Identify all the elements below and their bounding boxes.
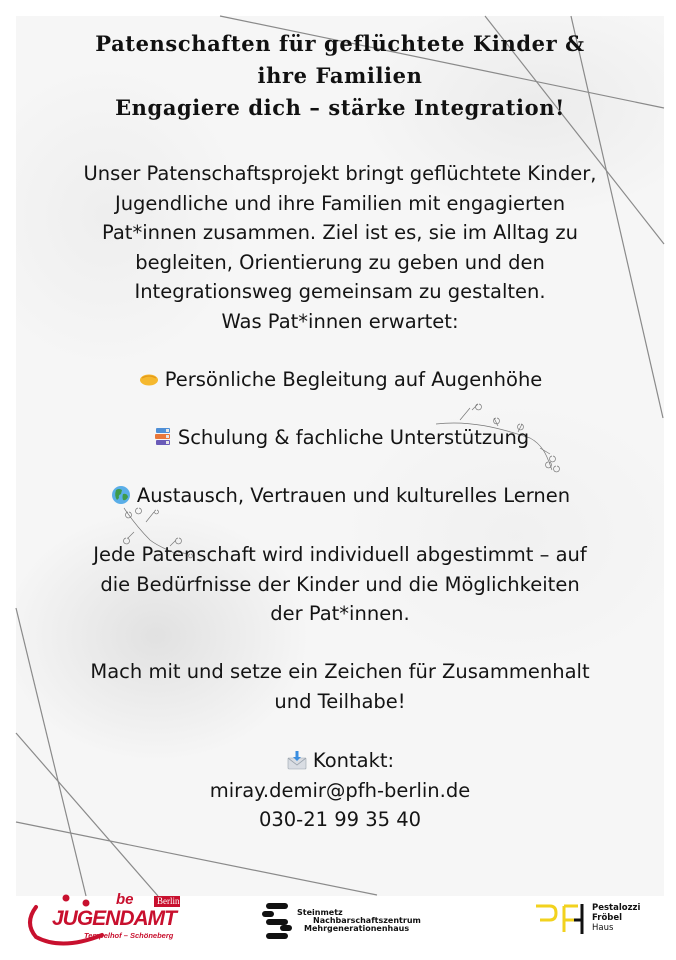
bullet-item <box>16 482 664 510</box>
title-line: Patenschaften für geflüchtete Kinder & <box>95 31 585 56</box>
intro-line: Unser Patenschaftsprojekt bringt geflüchtete Kinder, <box>83 162 597 185</box>
pfh-line3: Haus <box>592 923 614 933</box>
books-icon <box>151 427 173 447</box>
intro-line: Pat*innen zusammen. Ziel ist es, sie im Alltag zu <box>101 221 579 244</box>
contact-block <box>16 746 664 835</box>
jugendamt-name: JUGENDAMT <box>52 907 177 930</box>
envelope-download-icon <box>286 750 308 770</box>
intro-line: begleiten, Orientierung zu geben und den <box>135 250 545 274</box>
cta-line: Mach mit und setze ein Zeichen für Zusammenhalt <box>90 660 590 683</box>
steinmetz-line3: Mehrgenerationenhaus <box>304 924 410 933</box>
contact-heading <box>16 746 664 776</box>
be-mark: be <box>116 891 134 908</box>
contact-label: Kontakt: <box>312 749 395 772</box>
globe-icon <box>110 485 132 505</box>
pfh-logo <box>534 897 664 941</box>
closing-line: Jede Patenschaft wird individuell abgestimmt – auf <box>93 543 587 566</box>
jugendamt-logo <box>22 893 182 949</box>
closing-line: der Pat*innen. <box>270 602 410 625</box>
contact-email[interactable]: miray.demir@pfh-berlin.de <box>209 778 471 802</box>
handshake-icon <box>138 369 160 389</box>
closing-paragraph <box>16 540 664 629</box>
cta-line: und Teilhabe! <box>274 689 406 713</box>
berlin-mark: Berlin <box>157 896 180 906</box>
intro-paragraph <box>16 159 664 336</box>
bullet-text: Austausch, Vertrauen und kulturelles Lernen <box>136 484 571 507</box>
steinmetz-s-icon <box>262 903 292 941</box>
closing-line: die Bedürfnisse der Kinder und die Möglichkeiten <box>100 572 580 596</box>
intro-line: Integrationsweg gemeinsam zu gestalten. <box>134 280 546 303</box>
bullet-item <box>16 366 664 394</box>
bullet-text: Schulung & fachliche Unterstützung <box>177 426 530 449</box>
steinmetz-logo <box>262 903 462 943</box>
title-line: Engagiere dich – stärke Integration! <box>115 95 565 120</box>
pfh-line1: Pestalozzi <box>592 903 641 913</box>
pfh-line2: Fröbel <box>592 913 623 923</box>
intro-line: Was Pat*innen erwartet: <box>221 309 459 333</box>
jugendamt-district: Tempelhof – Schöneberg <box>84 931 174 940</box>
pfh-mark-icon <box>534 900 600 940</box>
intro-line: Jugendliche und ihre Familien mit engagierten <box>114 191 566 215</box>
steinmetz-line1: Steinmetz <box>297 908 343 917</box>
title-line: ihre Familien <box>257 63 423 88</box>
bullet-item <box>16 424 664 452</box>
page-title <box>16 28 664 124</box>
steinmetz-line2: Nachbarschaftszentrum <box>313 916 421 925</box>
call-to-action <box>16 657 664 716</box>
contact-phone[interactable]: 030-21 99 35 40 <box>258 808 422 831</box>
bullet-text: Persönliche Begleitung auf Augenhöhe <box>164 368 543 391</box>
